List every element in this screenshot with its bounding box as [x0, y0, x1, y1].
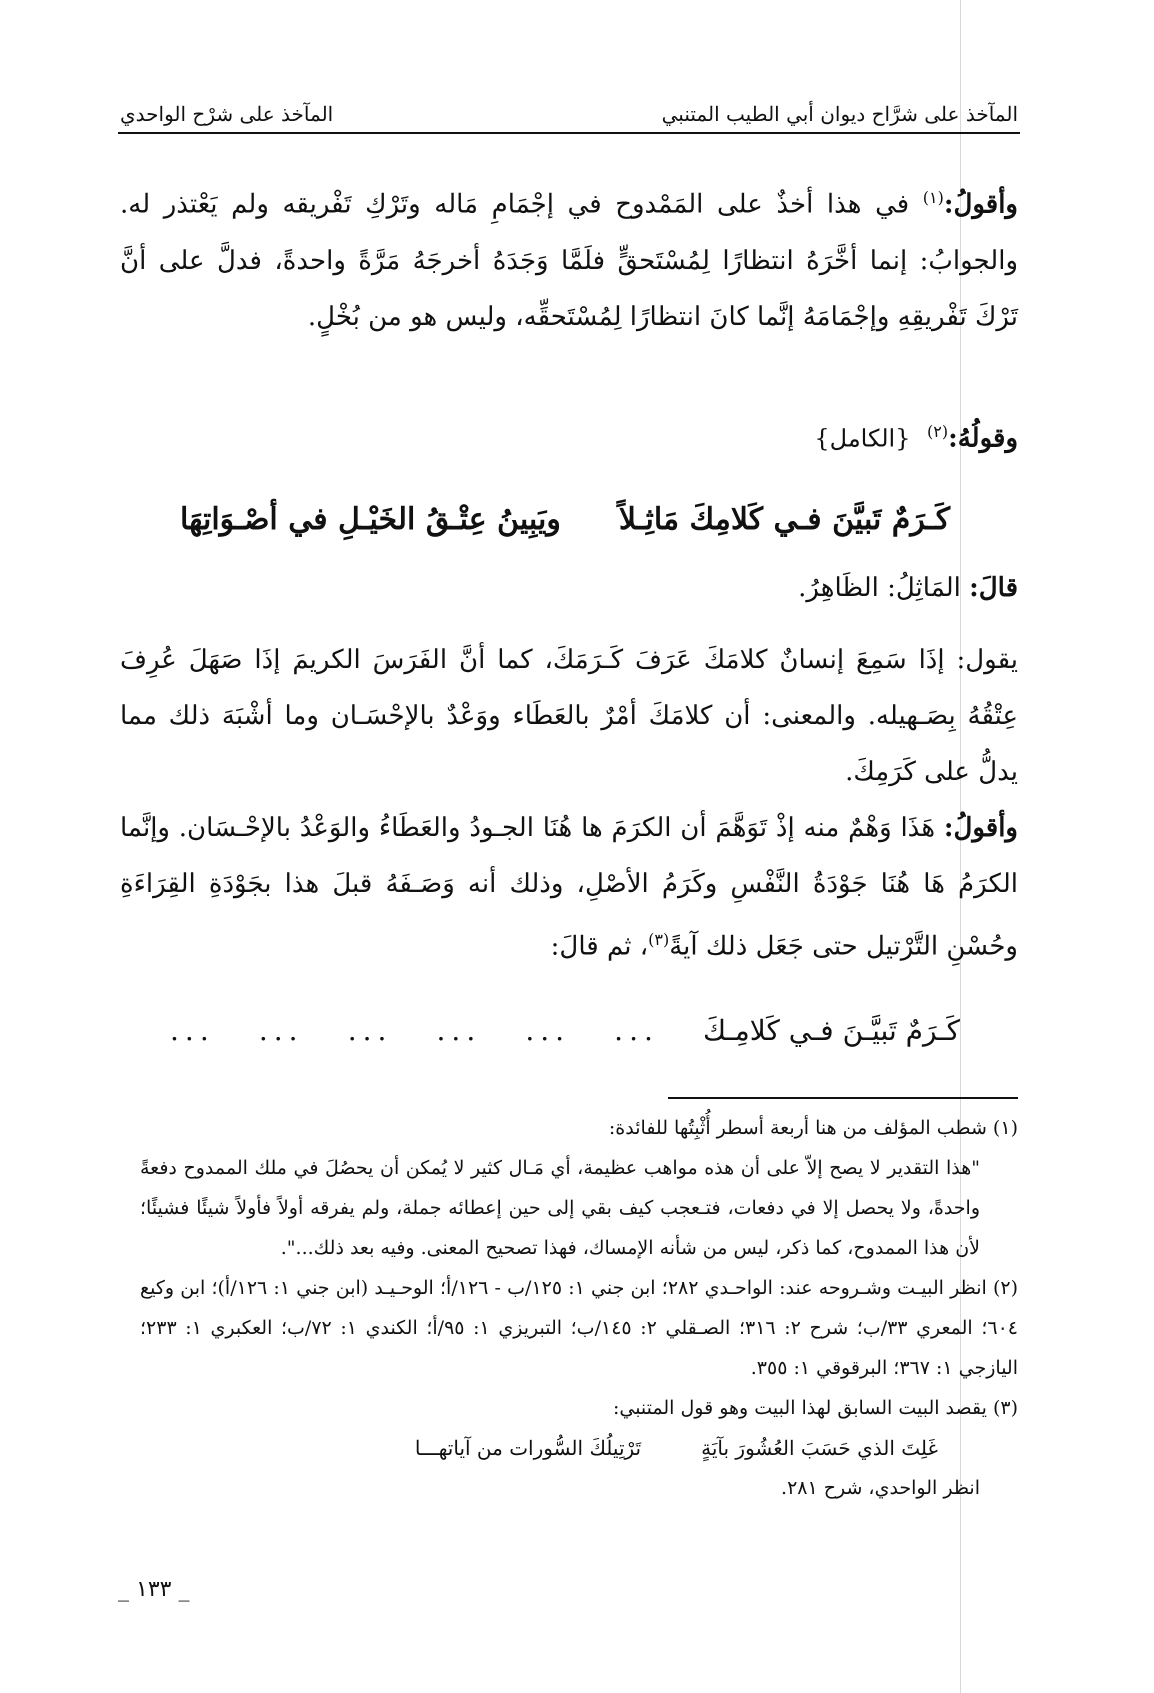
- footnote-1-head: (١) شطب المؤلف من هنا أربعة أسطر أُثْبِتُها للفائدة:: [608, 1117, 1018, 1139]
- footnotes: [140, 1108, 1018, 1508]
- footnote-3-verse-first: غَلِتَ الذي حَسَبَ العُشُورَ بآيَةٍ: [701, 1436, 938, 1460]
- para5-text-2: ، ثم قالَ:: [550, 931, 649, 962]
- ellipsis-dots: ...: [436, 1014, 482, 1047]
- ellipsis-dots: ...: [170, 1014, 215, 1047]
- footnote-2: (٢) انظر البيـت وشـروحه عند: الواحـدي ٢٨٢؛ ابن جني ١: ١٢٥/ب - ١٢٦/أ؛ الوحـيـد (ابن جني ١: ١٢٦/أ)؛ ابن وكيع ٦٠٤؛ المعري ٣٣/ب؛ شرح ٢: ٣١٦؛ الصـقلي ٢: ١٤٥/ب؛ التبريزي ١: ٩٥/أ؛ الكندي ١: ٧٢/ب؛ العكبري ١: ٢٣٣؛ اليازجي ١: ٣٦٧؛ البرقوقي ١: ٣٥٥.: [140, 1277, 1018, 1379]
- poem-verse: [180, 502, 950, 552]
- paragraph-4: [120, 632, 1018, 800]
- paragraph-3: [120, 560, 1018, 616]
- header-rule: [118, 132, 1020, 134]
- footnote-3-reference: انظر الواحدي، شرح ٢٨١.: [781, 1477, 980, 1499]
- para2-lead: وقولُهُ:: [948, 423, 1018, 454]
- running-header: [120, 96, 1018, 132]
- footnote-ref-1[interactable]: (١): [922, 188, 944, 207]
- footnote-3-verse: [140, 1428, 1018, 1468]
- ellipsis-dots: ...: [614, 1014, 659, 1047]
- ellipsis-dots: ...: [525, 1014, 571, 1047]
- header-left-title: المآخذ على شرْح الواحدي: [120, 102, 334, 126]
- para1-text: في هذا أخذٌ على المَمْدوح في إجْمَامِ مَاله وتَرْكِ تَفْريقه ولم يَعْتذر له. والجوابُ: إنما أخَّرَهُ انتظارًا لِمُسْتَحقٍّ فلَمَّا وَجَدَهُ أخرجَهُ مَرَّةً واحدةً، فدلَّ على أنَّ تَرْكَ تَفْريقِهِ وإجْمَامَهُ إنَّما كانَ انتظارًا لِمُسْتَحقِّه، وليس هو من بُخْلٍ.: [120, 189, 1018, 332]
- footnote-3-head: (٣) يقصد البيت السابق لهذا البيت وهو قول المتنبي:: [612, 1397, 1018, 1419]
- para5-lead: وأقولُ:: [943, 813, 1018, 843]
- verse-first-hemistich: كَـرَمٌ تَبيَّنَ فـي كَلامِكَ مَاثِـلاً: [618, 502, 950, 537]
- page-number: _ ١٣٣ _: [118, 1577, 190, 1602]
- quoted-verse-ellipsis: [170, 1014, 960, 1064]
- para4-text: يقول: إذَا سَمِعَ إنسانٌ كلامَكَ عَرَفَ كَـرَمَكَ، كما أنَّ الفَرَسَ الكريمَ إذَا صَهَلَ عُرِفَ عِتْقُهُ بِصَـهيله. والمعنى: أن كلامَكَ أمْرٌ بالعَطَاء ووَعْدٌ بالإحْسَـان وما أشْبَهَ ذلك مما يدلُّ على كَرَمِكَ.: [120, 645, 1018, 787]
- quoted-verse-start: كَـرَمٌ تَبيَّـنَ فـي كَلامِـكَ: [703, 1014, 960, 1047]
- meter-name: {الكامل}: [814, 424, 911, 453]
- ellipsis-dots: ...: [347, 1014, 393, 1047]
- paragraph-5: [120, 800, 1018, 975]
- footnote-ref-3[interactable]: (٣): [648, 930, 670, 949]
- header-right-title: المآخذ على شرَّاح ديوان أبي الطيب المتنبي: [661, 102, 1018, 126]
- verse-second-hemistich: ويَبِينُ عِتْـقُ الخَيْـلِ في أصْـوَاتِهَا: [180, 502, 561, 537]
- paragraph-2: [120, 404, 1018, 467]
- ellipsis-dots: ...: [258, 1014, 304, 1047]
- para3-text: المَاثِلُ: الظَاهِرُ.: [798, 573, 970, 603]
- para3-lead: قالَ:: [969, 573, 1018, 603]
- footnote-ref-2[interactable]: (٢): [927, 422, 949, 441]
- paragraph-1: [120, 170, 1018, 345]
- para5-text-1: هَذَا وَهْمٌ منه إذْ تَوَهَّمَ أن الكرَمَ ها هُنَا الجـودُ والعَطَاءُ والوَعْدُ بالإحْـسَان. وإنَّما الكرَمُ هَا هُنَا جَوْدَةُ النَّفْسِ وكَرَمُ الأصْلِ، وذلك أنه وَصَـفَهُ قبلَ هذا بجَوْدَةِ القِرَاءَةِ وحُسْنِ التَّرْتيل حتى جَعَل ذلك آيةً: [120, 813, 1018, 962]
- para1-lead: وأقولُ:: [943, 189, 1018, 220]
- footnote-1-quote: "هذا التقدير لا يصح إلاّ على أن هذه مواهب عظيمة، أي مَـال كثير لا يُمكن أن يحصُلَ في ملك الممدوح دفعةً واحدةً، ولا يحصل إلا في دفعات، فتـعجب كيف بقي إلى حين إعطائه جملة، ولم يفرقه أولاً فأولاً شيئًا فشيئًا؛ لأن هذا الممدوح، كما ذكر، ليس من شأنه الإمساك، فهذا تصحيح المعنى. وفيه بعد ذلك...".: [140, 1157, 980, 1259]
- footnote-separator: [668, 1097, 1018, 1099]
- footnote-3-verse-second: تَرْتِيلُكَ السُّورات من آياتهـــا: [414, 1436, 642, 1460]
